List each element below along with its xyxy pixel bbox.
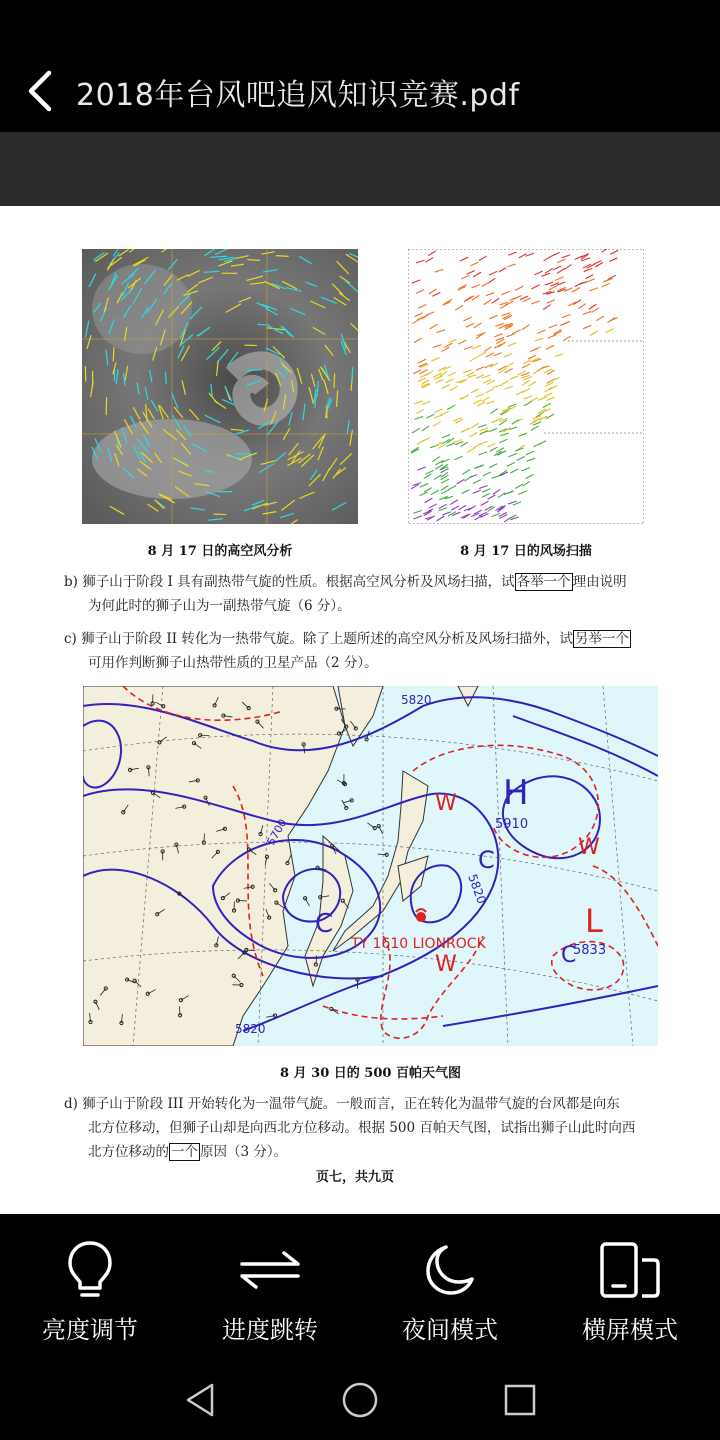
question-c-text: c) 狮子山于阶段 II 转化为一热带气旋。除了上题所述的高空风分析及风场扫描外，试 [64,631,573,647]
bottom-toolbar [0,1214,720,1360]
question-c-boxed: 另举一个 [574,631,629,647]
question-d-boxed: 一个 [171,1144,198,1160]
square-recents-icon [503,1383,537,1417]
progress-jump-label: 进度跳转 [222,1316,318,1344]
cold-center-label: C [478,846,495,874]
wind-barb [334,373,335,388]
brightness-button[interactable] [0,1214,180,1360]
contour-label-left: 5700 [264,816,290,848]
question-d-line1: d) 狮子山于阶段 III 开始转化为一温带气旋。一般而言，正在转化为温带气旋的台风都是向东 [64,1096,620,1112]
nav-home-button[interactable] [338,1378,382,1422]
warm-center-label: W [435,791,457,816]
progress-jump-button[interactable] [180,1214,360,1360]
question-b-line1 [64,570,684,594]
moon-icon [424,1243,476,1297]
bulb-icon [66,1240,114,1300]
typhoon-label: TY 1610 LIONROCK [351,936,486,952]
system-nav-bar [0,1360,720,1440]
cold-center-label: C [315,909,334,939]
figure1-caption: 8 月 17 日的高空风分析 [147,544,293,559]
top-app-bar [0,0,720,132]
question-c-line1 [64,627,684,651]
question-c-line2: 可用作判断狮子山热带性质的卫星产品（2 分）。 [88,655,378,671]
contour-label-bottom: 5820 [235,1022,266,1036]
figure3-caption: 8 月 30 日的 500 百帕天气图 [280,1066,461,1081]
warm-center-label: W [578,835,600,860]
figure2-caption: 8 月 17 日的风场扫描 [460,544,592,559]
500hpa-weather-map [83,686,658,1046]
pdf-page[interactable] [0,206,720,1214]
nav-back-button[interactable] [178,1378,222,1422]
cold-center-label: C [561,943,577,968]
wind-barb [165,372,166,384]
contour-label-mid: 5820 [465,872,489,906]
night-mode-label: 夜间模式 [402,1316,498,1344]
contour-label-top: 5820 [401,693,432,707]
landscape-mode-button[interactable] [540,1214,720,1360]
landscape-mode-label: 横屏模式 [582,1316,678,1344]
wind-barb [276,256,289,257]
triangle-back-icon [182,1382,218,1418]
wind-barb [113,347,114,361]
brightness-label: 亮度调节 [42,1316,138,1344]
rotate-screen-icon [598,1242,662,1298]
question-d-line2: 北方位移动，但狮子山却是向西北方位移动。根据 500 百帕天气图，试指出狮子山此时向西 [88,1120,636,1136]
question-b-line2: 为何此时的狮子山为一副热带气旋（6 分）。 [88,598,351,614]
circle-home-icon [341,1381,379,1419]
wind-scan-image [408,249,644,524]
high-pressure-value: 5910 [495,817,529,832]
question-b-text: b) 狮子山于阶段 I 具有副热带气旋的性质。根据高空风分析及风场扫描，试 [64,574,515,590]
chevron-left-icon [25,69,55,113]
page-number: 页七，共九页 [316,1170,395,1185]
question-b-text-end: 理由说明 [572,574,627,590]
question-b [64,570,684,618]
high-pressure-label: H [503,773,529,813]
swap-arrows-icon [238,1250,302,1290]
night-mode-button[interactable] [360,1214,540,1360]
question-d-text: 北方位移动的 [88,1144,169,1160]
question-d-text-end: 原因（3 分）。 [200,1144,288,1160]
question-d [64,1092,684,1164]
document-title: 2018年台风吧追风知识竞赛.pdf [76,78,520,113]
warm-center-label: W [435,952,457,977]
low-pressure-label: L [585,902,603,940]
question-d-line3 [64,1140,684,1164]
low-pressure-value: 5833 [573,943,607,958]
question-c [64,627,684,675]
question-b-boxed: 各举一个 [516,574,571,590]
back-button[interactable] [18,62,62,120]
upper-air-wind-analysis-image [82,249,358,524]
secondary-bar [0,132,720,206]
nav-recents-button[interactable] [498,1378,542,1422]
